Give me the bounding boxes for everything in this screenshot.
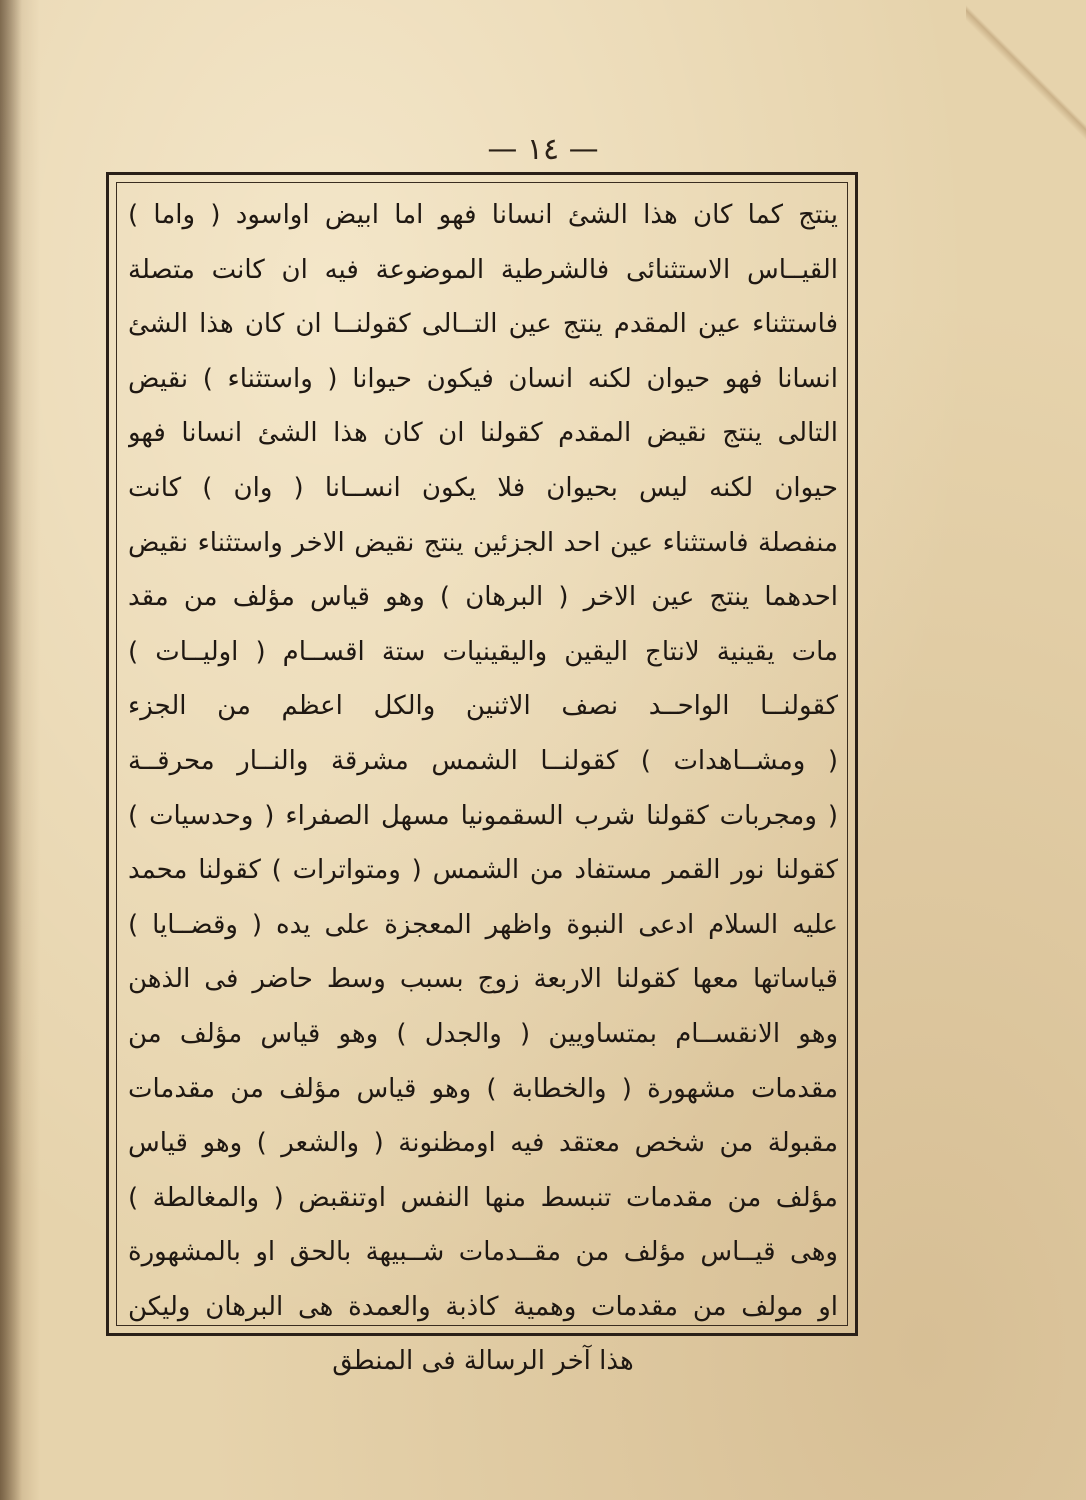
text-line: قياساتها معها كقولنا الاربعة زوج بسبب وسط حاضر فى الذهن — [128, 964, 838, 995]
text-line: انسانا فهو حيوان لكنه انسان فيكون حيوانا ( واستثناء ) نقيض — [128, 363, 838, 394]
page-number: — ١٤ — — [487, 132, 599, 167]
text-line: كقولنــا الواحــد نصف الاثنين والكل اعظم من الجزء — [128, 691, 838, 722]
text-line: ينتج كما كان هذا الشئ انسانا فهو اما ابيض اواسود ( واما ) — [128, 200, 838, 230]
text-line: مات يقينية لانتاج اليقين واليقينيات ستة اقســام ( اوليــات ) — [128, 636, 838, 667]
text-line: القيــاس الاستثنائى فالشرطية الموضوعة فيه ان كانت متصلة — [128, 254, 838, 285]
text-line: وهى قيــاس مؤلف من مقــدمات شــبيهة بالحق او بالمشهورة — [128, 1237, 838, 1268]
text-line: التالى ينتج نقيض المقدم كقولنا ان كان هذا الشئ انسانا فهو — [128, 418, 838, 449]
text-line: فاستثناء عين المقدم ينتج عين التــالى كقولنــا ان كان هذا الشئ — [128, 309, 838, 340]
text-line: احدهما ينتج عين الاخر ( البرهان ) وهو قياس مؤلف من مقد — [128, 582, 838, 613]
closing-line: هذا آخر الرسالة فى المنطق — [332, 1346, 634, 1377]
text-line: كقولنا نور القمر مستفاد من الشمس ( ومتواترات ) كقولنا محمد — [128, 855, 838, 886]
text-line: مقبولة من شخص معتقد فيه اومظنونة ( والشعر ) وهو قياس — [128, 1128, 838, 1159]
text-line: حيوان لكنه ليس بحيوان فلا يكون انســانا ( وان ) كانت — [128, 472, 838, 503]
text-line: او مولف من مقدمات وهمية كاذبة والعمدة هى البرهان وليكن — [128, 1291, 838, 1322]
text-line: عليه السلام ادعى النبوة واظهر المعجزة على يده ( وقضــايا ) — [128, 909, 838, 940]
text-line: ( ومجربات كقولنا شرب السقمونيا مسهل الصفراء ( وحدسيات ) — [128, 800, 838, 831]
text-line: منفصلة فاستثناء عين احد الجزئين ينتج نقيض الاخر واستثناء نقيض — [128, 527, 838, 558]
text-line: ( ومشــاهدات ) كقولنــا الشمس مشرقة والنــار محرقــة — [128, 745, 838, 776]
text-line: مقدمات مشهورة ( والخطابة ) وهو قياس مؤلف من مقدمات — [128, 1073, 838, 1104]
spine-shadow — [0, 0, 22, 1500]
text-line: مؤلف من مقدمات تنبسط منها النفس اوتنقبض ( والمغالطة ) — [128, 1182, 838, 1213]
text-line: وهو الانقســام بمتساويين ( والجدل ) وهو قياس مؤلف من — [128, 1018, 838, 1049]
folded-corner — [966, 0, 1086, 140]
body-text — [128, 188, 838, 1377]
